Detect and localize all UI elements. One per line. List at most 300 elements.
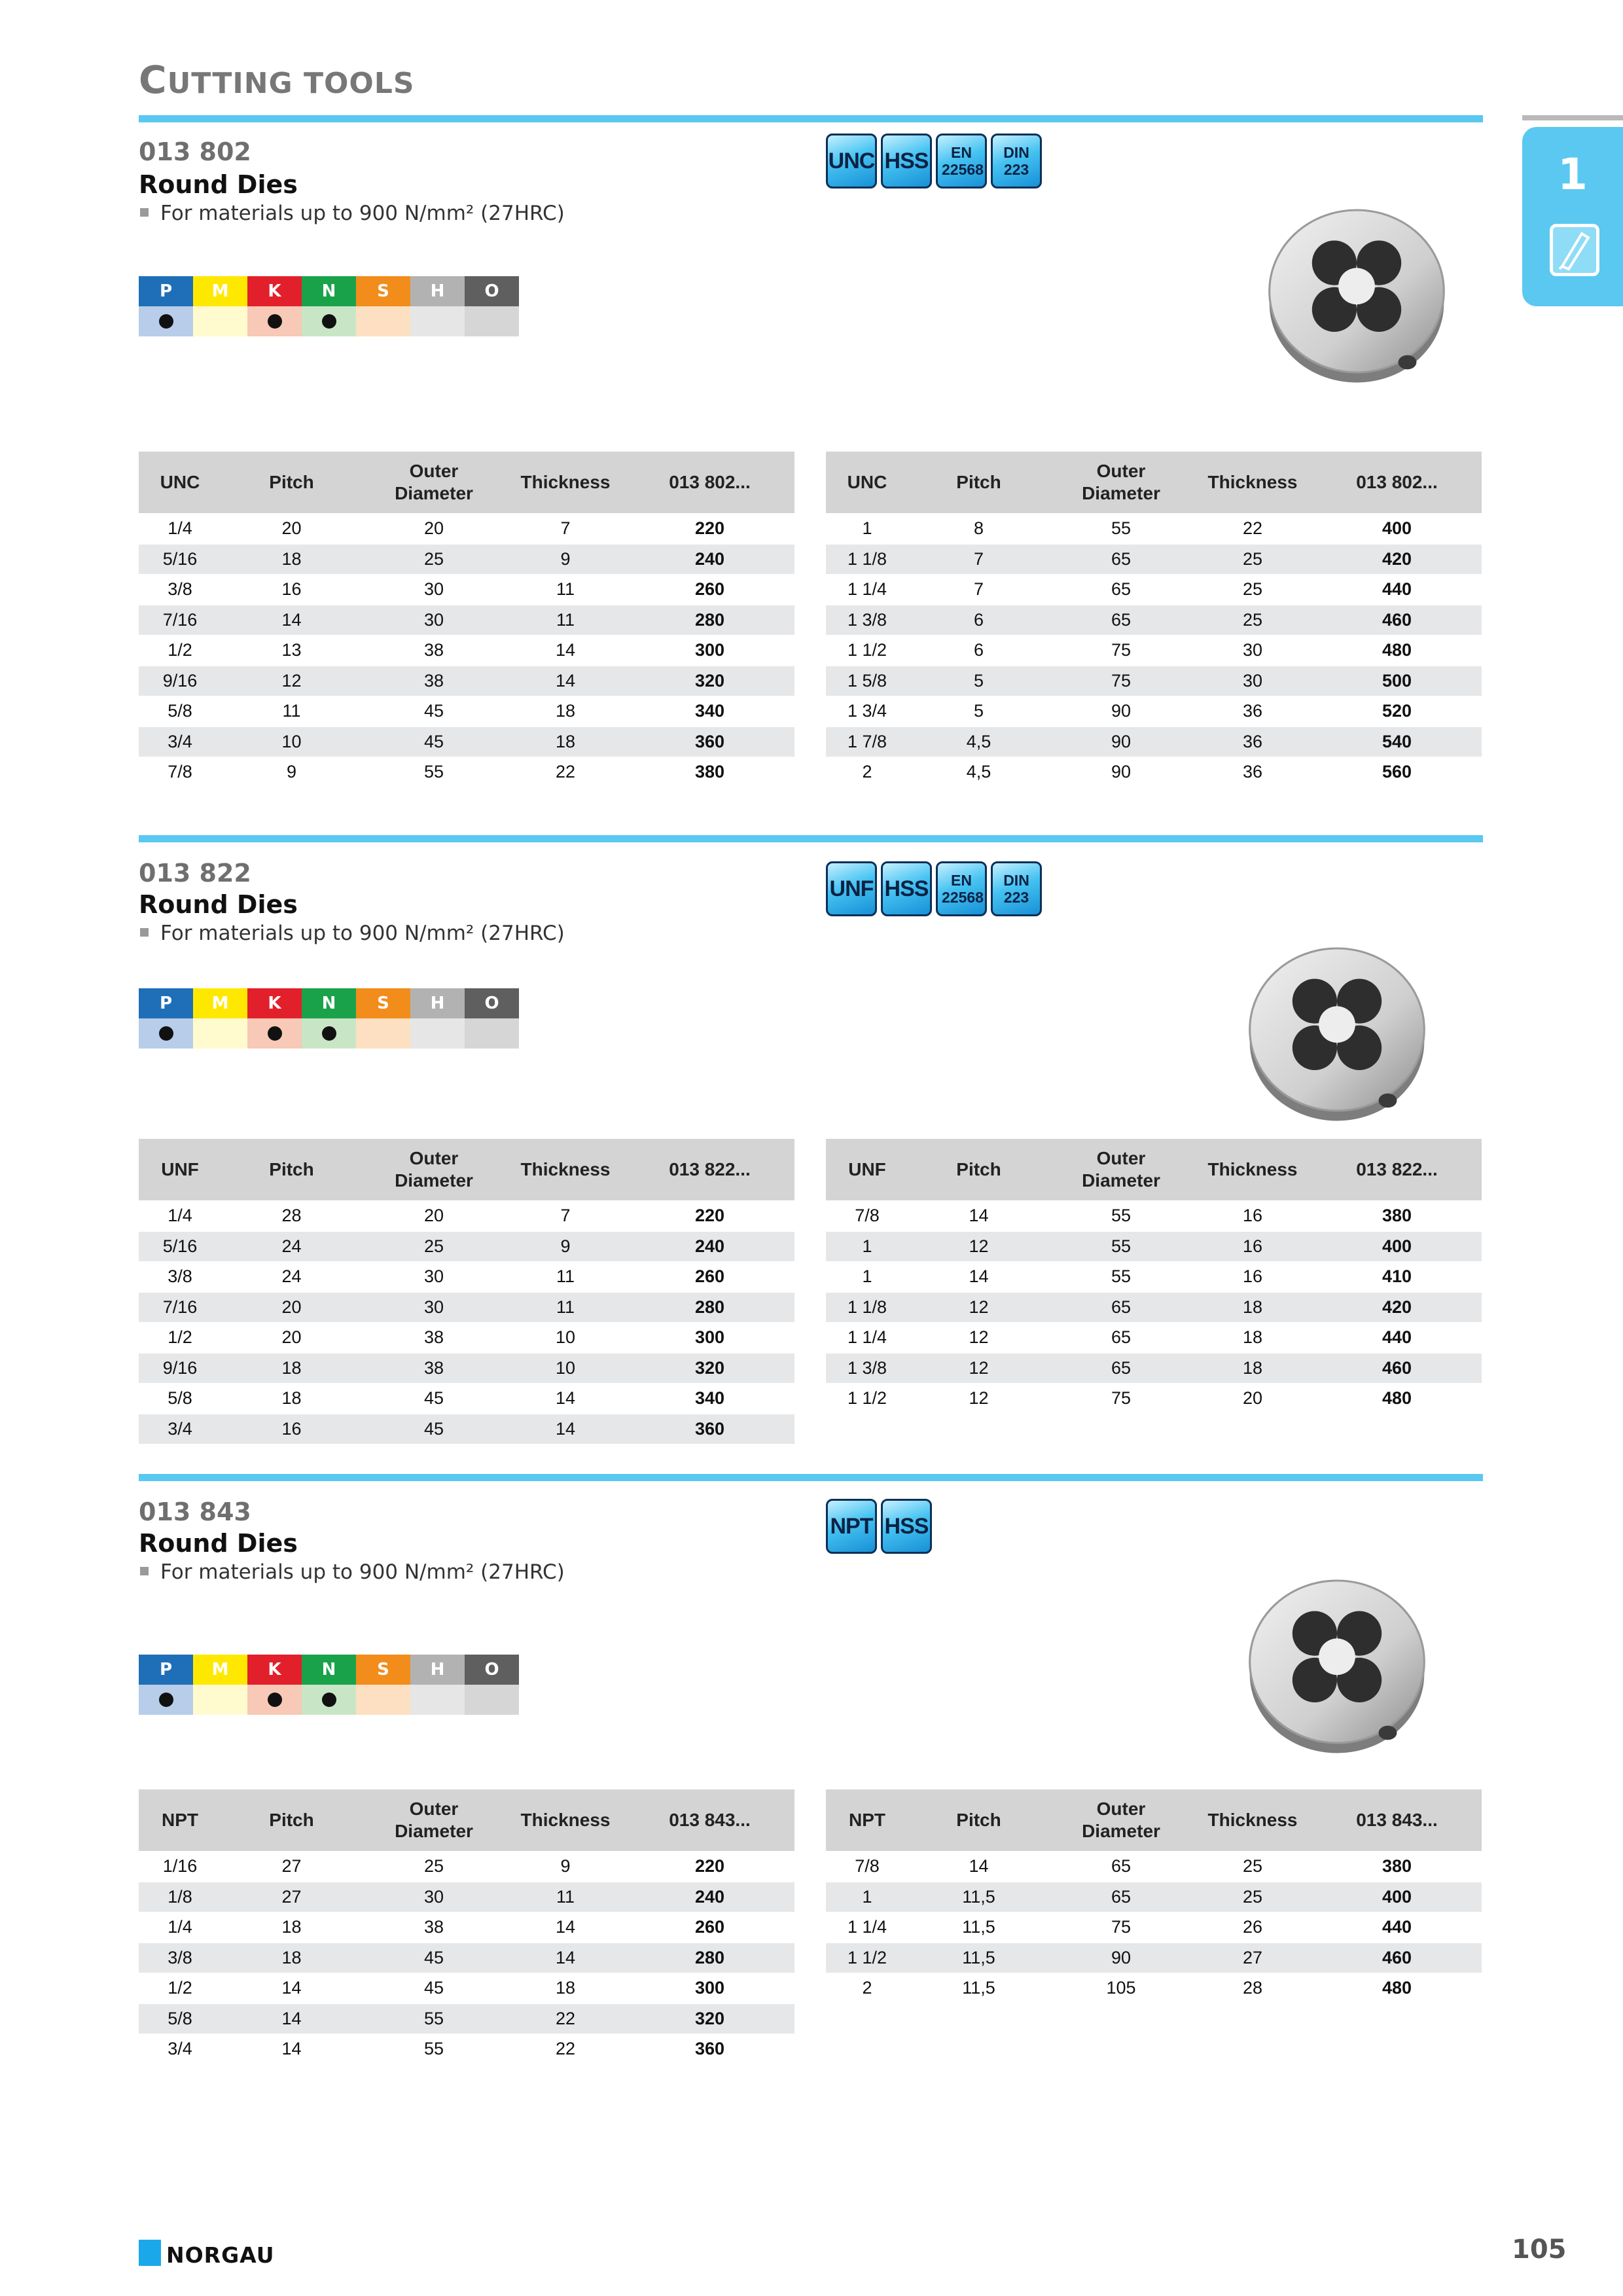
badge-unc [826, 134, 877, 188]
suitability-dot-icon [268, 1693, 282, 1707]
brand-logo-icon [139, 2240, 161, 2266]
article-number-cell: 360 [625, 2034, 794, 2064]
article-number-cell: 220 [625, 514, 794, 545]
suitability-dot-icon [322, 1026, 336, 1041]
table-cell: 1 1/2 [826, 1943, 908, 1973]
table-cell: 75 [1049, 1912, 1193, 1943]
table-cell: 25 [362, 1852, 506, 1882]
table-row [826, 544, 1482, 575]
table-cell: 65 [1049, 605, 1193, 636]
table-row [139, 1852, 794, 1882]
badge-label: HSS [884, 876, 929, 901]
material-cell-h [410, 306, 465, 336]
table-cell: 30 [362, 1262, 506, 1293]
table-cell: 1 3/4 [826, 696, 908, 727]
material-header-n: N [302, 1655, 356, 1685]
table-cell: 4,5 [908, 726, 1049, 757]
table-row [826, 1292, 1482, 1323]
badge-label: UNF [829, 876, 874, 901]
article-number-cell: 480 [1312, 1973, 1482, 2003]
table-cell: 14 [506, 1384, 625, 1414]
column-header: Pitch [908, 452, 1049, 514]
material-header-h: H [410, 1655, 465, 1685]
material-header-k: K [247, 988, 302, 1018]
column-header: Thickness [1193, 1139, 1312, 1201]
column-header: UNF [139, 1139, 221, 1201]
article-number-cell: 460 [1312, 605, 1482, 636]
table-cell: 38 [362, 636, 506, 666]
column-header: UNC [826, 452, 908, 514]
table-cell: 16 [1193, 1201, 1312, 1232]
badge-label: DIN 223 [1003, 872, 1029, 906]
column-header: Outer Diameter [1049, 452, 1193, 514]
table-row [826, 1384, 1482, 1414]
table-cell: 18 [221, 1912, 362, 1943]
table-cell: 14 [506, 1912, 625, 1943]
column-header: Thickness [1193, 452, 1312, 514]
table-cell: 3/4 [139, 2034, 221, 2064]
table-cell: 1 1/4 [826, 1912, 908, 1943]
table-cell: 20 [362, 514, 506, 545]
table-cell: 28 [221, 1201, 362, 1232]
table-row [139, 636, 794, 666]
table-cell: 55 [362, 2003, 506, 2034]
article-number-cell: 400 [1312, 1231, 1482, 1262]
table-row [826, 726, 1482, 757]
bullet-square-icon [140, 928, 149, 937]
table-row [826, 666, 1482, 696]
table-cell: 65 [1049, 1323, 1193, 1354]
badge-label: UNC [828, 148, 875, 173]
table-cell: 24 [221, 1231, 362, 1262]
table-cell: 1 3/8 [826, 605, 908, 636]
table-cell: 75 [1049, 666, 1193, 696]
table-cell: 9 [506, 544, 625, 575]
material-header-k: K [247, 1655, 302, 1685]
material-cell-k [247, 1018, 302, 1049]
material-cell-k [247, 1685, 302, 1715]
table-cell: 65 [1049, 544, 1193, 575]
table-row [139, 1414, 794, 1444]
material-group-grid [139, 1655, 519, 1715]
article-number-cell: 360 [625, 1414, 794, 1444]
material-cell-n [302, 1685, 356, 1715]
table-cell: 30 [362, 605, 506, 636]
suitability-dot-icon [322, 1693, 336, 1707]
chapter-tab[interactable] [1522, 127, 1623, 306]
material-cell-o [465, 1685, 519, 1715]
table-row [826, 1323, 1482, 1354]
table-cell: 55 [362, 2034, 506, 2064]
material-header-o: O [465, 1655, 519, 1685]
page-title: CUTTING TOOLS [139, 58, 415, 102]
table-row [139, 1912, 794, 1943]
table-cell: 7/8 [826, 1201, 908, 1232]
table-row [139, 1231, 794, 1262]
table-row [826, 757, 1482, 787]
table-cell: 12 [908, 1292, 1049, 1323]
article-number-cell: 480 [1312, 1384, 1482, 1414]
badge-hss [881, 861, 932, 916]
material-header-n: N [302, 276, 356, 306]
column-header: NPT [139, 1789, 221, 1852]
table-cell: 11 [506, 1262, 625, 1293]
table-cell: 38 [362, 666, 506, 696]
table-row [139, 2003, 794, 2034]
suitability-dot-icon [268, 314, 282, 329]
table-row [139, 1384, 794, 1414]
table-cell: 90 [1049, 1943, 1193, 1973]
table-cell: 75 [1049, 1384, 1193, 1414]
table-cell: 55 [1049, 514, 1193, 545]
table-cell: 20 [221, 1323, 362, 1354]
table-cell: 22 [506, 2034, 625, 2064]
badge-din-223 [991, 134, 1042, 188]
table-cell: 2 [826, 1973, 908, 2003]
material-cell-k [247, 306, 302, 336]
note-text: For materials up to 900 N/mm² (27HRC) [160, 1560, 565, 1584]
column-header: Thickness [506, 452, 625, 514]
standard-badges [826, 1499, 932, 1554]
table-cell: 1/4 [139, 1912, 221, 1943]
material-header-s: S [356, 276, 410, 306]
table-cell: 16 [221, 1414, 362, 1444]
table-cell: 38 [362, 1323, 506, 1354]
table-cell: 45 [362, 696, 506, 727]
badge-label: HSS [884, 148, 929, 173]
column-header: 013 802... [625, 452, 794, 514]
table-cell: 1 1/2 [826, 1384, 908, 1414]
badge-unf [826, 861, 877, 916]
column-header: UNC [139, 452, 221, 514]
material-cell-h [410, 1685, 465, 1715]
table-cell: 1/2 [139, 1323, 221, 1354]
table-cell: 1 [826, 514, 908, 545]
badge-label: EN 22568 [942, 872, 984, 906]
table-cell: 7/16 [139, 605, 221, 636]
table-cell: 65 [1049, 1852, 1193, 1882]
table-cell: 55 [1049, 1262, 1193, 1293]
table-cell: 30 [362, 1292, 506, 1323]
material-cell-m [193, 1018, 247, 1049]
badge-en-22568 [936, 861, 987, 916]
table-cell: 1 3/8 [826, 1353, 908, 1384]
article-number-cell: 440 [1312, 1912, 1482, 1943]
table-cell: 65 [1049, 575, 1193, 605]
suitability-dot-icon [268, 1026, 282, 1041]
table-cell: 2 [826, 757, 908, 787]
article-number-cell: 380 [625, 757, 794, 787]
article-number-cell: 380 [1312, 1852, 1482, 1882]
article-number-cell: 300 [625, 1323, 794, 1354]
table-row [826, 1973, 1482, 2003]
table-cell: 25 [1193, 575, 1312, 605]
table-cell: 30 [362, 575, 506, 605]
article-number-cell: 300 [625, 636, 794, 666]
table-cell: 75 [1049, 636, 1193, 666]
brand-name: NORGAU [166, 2242, 275, 2268]
table-cell: 20 [221, 514, 362, 545]
table-cell: 25 [362, 544, 506, 575]
material-cell-n [302, 1018, 356, 1049]
article-number-cell: 260 [625, 1262, 794, 1293]
table-cell: 30 [362, 1882, 506, 1912]
table-cell: 65 [1049, 1353, 1193, 1384]
table-cell: 65 [1049, 1292, 1193, 1323]
column-header: Thickness [506, 1139, 625, 1201]
table-cell: 14 [221, 2003, 362, 2034]
material-header-p: P [139, 988, 193, 1018]
table-row [826, 696, 1482, 727]
table-cell: 12 [908, 1323, 1049, 1354]
table-cell: 20 [362, 1201, 506, 1232]
table-cell: 16 [221, 575, 362, 605]
table-cell: 1 [826, 1231, 908, 1262]
table-cell: 14 [221, 2034, 362, 2064]
article-number-cell: 440 [1312, 1323, 1482, 1354]
article-number-cell: 340 [625, 696, 794, 727]
material-cell-m [193, 306, 247, 336]
material-cell-p [139, 1685, 193, 1715]
table-cell: 26 [1193, 1912, 1312, 1943]
material-cell-m [193, 1685, 247, 1715]
table-cell: 1 1/4 [826, 1323, 908, 1354]
badge-hss [881, 134, 932, 188]
table-cell: 55 [1049, 1231, 1193, 1262]
table-cell: 18 [1193, 1292, 1312, 1323]
table-row [826, 1201, 1482, 1232]
table-cell: 18 [1193, 1323, 1312, 1354]
table-cell: 1 1/8 [826, 544, 908, 575]
table-cell: 38 [362, 1912, 506, 1943]
table-cell: 10 [506, 1353, 625, 1384]
table-cell: 45 [362, 1943, 506, 1973]
material-header-o: O [465, 988, 519, 1018]
article-number-cell: 360 [625, 726, 794, 757]
table-cell: 20 [1193, 1384, 1312, 1414]
table-cell: 22 [506, 2003, 625, 2034]
spec-table [826, 1789, 1482, 2003]
article-number-cell: 340 [625, 1384, 794, 1414]
article-number-cell: 240 [625, 544, 794, 575]
table-row [826, 1262, 1482, 1293]
table-cell: 65 [1049, 1882, 1193, 1912]
badge-label: DIN 223 [1003, 144, 1029, 178]
article-number-cell: 440 [1312, 575, 1482, 605]
table-cell: 1 7/8 [826, 726, 908, 757]
material-header-m: M [193, 276, 247, 306]
table-cell: 11 [221, 696, 362, 727]
table-cell: 18 [221, 1353, 362, 1384]
table-cell: 12 [221, 666, 362, 696]
article-number-cell: 480 [1312, 636, 1482, 666]
article-number-cell: 560 [1312, 757, 1482, 787]
table-row [826, 1882, 1482, 1912]
table-cell: 36 [1193, 726, 1312, 757]
badge-hss [881, 1499, 932, 1554]
table-cell: 18 [221, 1384, 362, 1414]
table-cell: 20 [221, 1292, 362, 1323]
table-cell: 12 [908, 1231, 1049, 1262]
table-cell: 14 [908, 1262, 1049, 1293]
table-cell: 24 [221, 1262, 362, 1293]
table-cell: 3/4 [139, 726, 221, 757]
table-row [826, 1353, 1482, 1384]
material-cell-s [356, 306, 410, 336]
table-cell: 7 [506, 514, 625, 545]
table-row [139, 514, 794, 545]
article-number-cell: 260 [625, 575, 794, 605]
badge-en-22568 [936, 134, 987, 188]
article-number-cell: 500 [1312, 666, 1482, 696]
table-row [139, 1943, 794, 1973]
table-cell: 55 [362, 757, 506, 787]
table-cell: 1/2 [139, 1973, 221, 2004]
table-cell: 5/8 [139, 696, 221, 727]
table-cell: 25 [362, 1231, 506, 1262]
table-cell: 10 [221, 726, 362, 757]
table-cell: 16 [1193, 1231, 1312, 1262]
table-cell: 7 [908, 575, 1049, 605]
table-cell: 12 [908, 1384, 1049, 1414]
article-number-cell: 420 [1312, 1292, 1482, 1323]
standard-badges [826, 861, 1042, 916]
table-row [826, 605, 1482, 636]
material-cell-o [465, 306, 519, 336]
product-code: 013 843 [139, 1498, 251, 1526]
product-code: 013 802 [139, 137, 251, 166]
column-header: Pitch [221, 1789, 362, 1852]
side-tab-line [1522, 115, 1623, 120]
spec-table [139, 1789, 794, 2064]
table-cell: 18 [1193, 1353, 1312, 1384]
table-cell: 1/8 [139, 1882, 221, 1912]
article-number-cell: 320 [625, 1353, 794, 1384]
table-cell: 5/16 [139, 544, 221, 575]
note-text: For materials up to 900 N/mm² (27HRC) [160, 202, 565, 225]
column-header: Thickness [506, 1789, 625, 1852]
table-cell: 12 [908, 1353, 1049, 1384]
table-header-row [139, 452, 794, 514]
table-row [139, 757, 794, 787]
table-cell: 8 [908, 514, 1049, 545]
article-number-cell: 220 [625, 1852, 794, 1882]
table-row [139, 1201, 794, 1232]
column-header: Pitch [221, 452, 362, 514]
column-header: Thickness [1193, 1789, 1312, 1852]
table-cell: 5 [908, 666, 1049, 696]
table-cell: 7/8 [139, 757, 221, 787]
drill-icon [1550, 224, 1599, 276]
article-number-cell: 240 [625, 1231, 794, 1262]
column-header: 013 822... [625, 1139, 794, 1201]
table-cell: 9/16 [139, 666, 221, 696]
product-name: Round Dies [139, 170, 298, 199]
badge-label: HSS [884, 1513, 929, 1539]
table-row [139, 726, 794, 757]
article-number-cell: 460 [1312, 1943, 1482, 1973]
suitability-dot-icon [159, 314, 173, 329]
column-header: Outer Diameter [1049, 1789, 1193, 1852]
table-cell: 25 [1193, 1852, 1312, 1882]
column-header: UNF [826, 1139, 908, 1201]
material-header-s: S [356, 1655, 410, 1685]
material-header-p: P [139, 276, 193, 306]
column-header: Outer Diameter [362, 1139, 506, 1201]
spec-table [826, 1139, 1482, 1414]
column-header: NPT [826, 1789, 908, 1852]
table-row [826, 514, 1482, 545]
material-cell-s [356, 1685, 410, 1715]
standard-badges [826, 134, 1042, 188]
table-row [826, 636, 1482, 666]
table-cell: 90 [1049, 696, 1193, 727]
spec-table [139, 1139, 794, 1444]
material-header-o: O [465, 276, 519, 306]
table-row [139, 605, 794, 636]
table-row [139, 544, 794, 575]
spec-table [139, 452, 794, 787]
article-number-cell: 280 [625, 1292, 794, 1323]
table-cell: 5/8 [139, 1384, 221, 1414]
table-cell: 25 [1193, 1882, 1312, 1912]
table-cell: 22 [1193, 514, 1312, 545]
article-number-cell: 380 [1312, 1201, 1482, 1232]
table-cell: 3/4 [139, 1414, 221, 1444]
material-cell-o [465, 1018, 519, 1049]
page-number: 105 [1512, 2234, 1567, 2265]
material-cell-n [302, 306, 356, 336]
column-header: Pitch [221, 1139, 362, 1201]
table-row [139, 1973, 794, 2004]
bullet-square-icon [140, 208, 149, 217]
table-cell: 30 [1193, 666, 1312, 696]
table-header-row [139, 1789, 794, 1852]
table-cell: 11 [506, 605, 625, 636]
table-cell: 45 [362, 1414, 506, 1444]
material-header-k: K [247, 276, 302, 306]
table-cell: 25 [1193, 605, 1312, 636]
table-row [139, 1882, 794, 1912]
table-row [826, 1852, 1482, 1882]
article-number-cell: 520 [1312, 696, 1482, 727]
table-cell: 14 [506, 1414, 625, 1444]
table-cell: 11,5 [908, 1973, 1049, 2003]
round-die-image [1236, 928, 1438, 1134]
table-cell: 45 [362, 726, 506, 757]
table-cell: 9/16 [139, 1353, 221, 1384]
table-row [139, 575, 794, 605]
table-row [826, 1943, 1482, 1973]
column-header: 013 822... [1312, 1139, 1482, 1201]
article-number-cell: 540 [1312, 726, 1482, 757]
material-header-n: N [302, 988, 356, 1018]
table-cell: 36 [1193, 696, 1312, 727]
table-cell: 18 [506, 726, 625, 757]
table-cell: 45 [362, 1384, 506, 1414]
table-cell: 1/4 [139, 1201, 221, 1232]
table-cell: 3/8 [139, 575, 221, 605]
table-cell: 18 [506, 1973, 625, 2004]
table-cell: 27 [1193, 1943, 1312, 1973]
article-number-cell: 280 [625, 605, 794, 636]
header-rule [139, 115, 1483, 122]
table-row [826, 1231, 1482, 1262]
table-cell: 1 5/8 [826, 666, 908, 696]
product-name: Round Dies [139, 1529, 298, 1558]
table-cell: 9 [506, 1231, 625, 1262]
table-cell: 6 [908, 636, 1049, 666]
